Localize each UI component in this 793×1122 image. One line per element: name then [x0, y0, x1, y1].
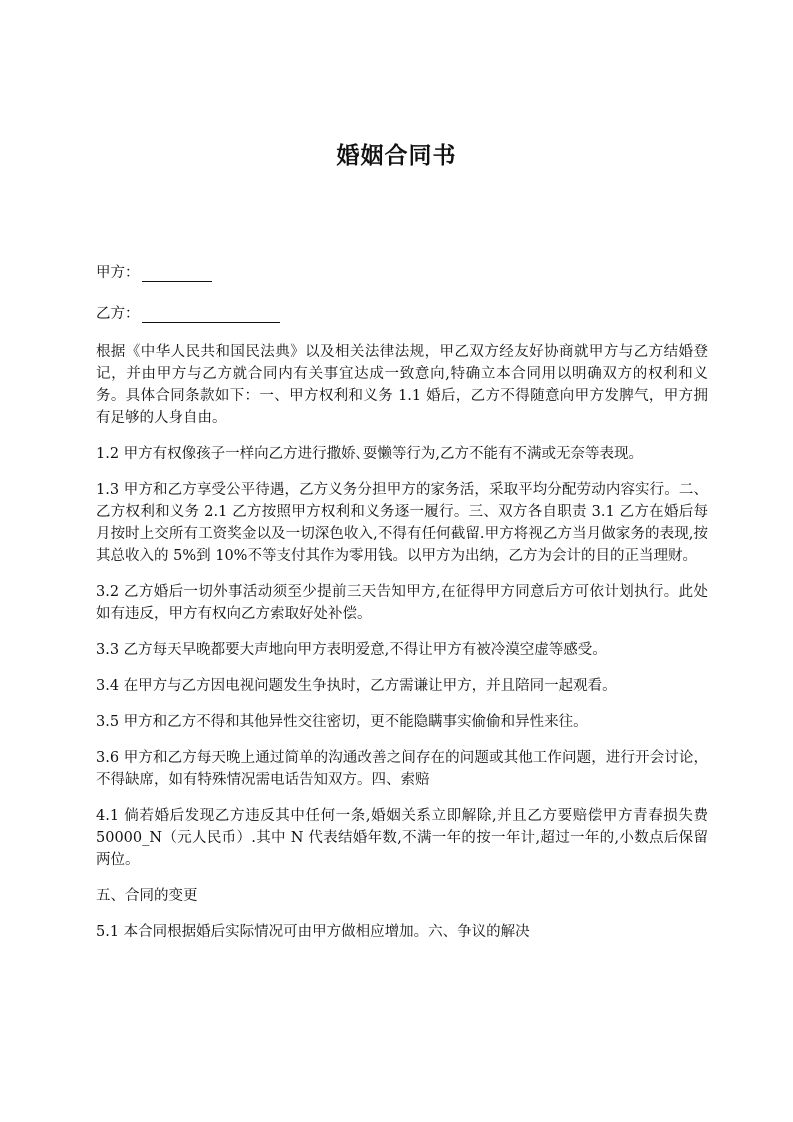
party-b-label: 乙方：	[96, 306, 140, 322]
party-b-blank-line	[142, 308, 280, 323]
paragraph: 1.3 甲方和乙方享受公平待遇，乙方义务分担甲方的家务活，采取平均分配劳动内容实行。二、乙方权利和义务 2.1 乙方按照甲方权利和义务逐一履行。三、双方各自职责 3.1 乙方在婚后每月按时上交所有工资奖金以及一切深色收入,不得有任何截留.甲方将视乙方当月做家务的表现,按其总收入的 5%到 10%不等支付其作为零用钱。以甲方为出纳，乙方为会计的目的正当理财。	[96, 482, 708, 564]
contract-body	[96, 341, 708, 957]
document-title: 婚姻合同书	[336, 143, 457, 169]
party-a-label: 甲方：	[96, 265, 140, 281]
paragraph: 1.2 甲方有权像孩子一样向乙方进行撒娇､耍懒等行为,乙方不能有不满或无奈等表现。	[96, 446, 644, 462]
section-heading: 五、合同的变更	[96, 888, 198, 904]
paragraph: 4.1 倘若婚后发现乙方违反其中任何一条,婚姻关系立即解除,并且乙方要赔偿甲方青春损失费 50000_N（元人民币）.其中 N 代表结婚年数,不满一年的按一年计,超过一年的,小数点后保留两位。	[96, 808, 708, 868]
paragraph: 3.6 甲方和乙方每天晚上通过简单的沟通改善之间存在的问题或其他工作问题，进行开会讨论，不得缺席，如有特殊情况需电话告知双方。四、索赔	[96, 750, 708, 788]
party-a-field	[96, 262, 212, 282]
paragraph: 根据《中华人民共和国民法典》以及相关法律法规，甲乙双方经友好协商就甲方与乙方结婚登记，并由甲方与乙方就合同内有关事宜达成一致意向,特确立本合同用以明确双方的权利和义务。具体合同条款如下：一、甲方权利和义务 1.1 婚后，乙方不得随意向甲方发脾气，甲方拥有足够的人身自由。	[96, 344, 708, 426]
paragraph: 5.1 本合同根据婚后实际情况可由甲方做相应增加。六、争议的解决	[96, 924, 530, 940]
paragraph: 3.2 乙方婚后一切外事活动须至少提前三天告知甲方,在征得甲方同意后方可依计划执行。此处如有违反，甲方有权向乙方索取好处补偿。	[96, 584, 708, 622]
party-b-field	[96, 303, 280, 323]
paragraph: 3.3 乙方每天早晚都要大声地向甲方表明爱意,不得让甲方有被冷漠空虚等感受。	[96, 642, 607, 658]
paragraph: 3.5 甲方和乙方不得和其他异性交往密切，更不能隐瞒事实偷偷和异性来往。	[96, 714, 588, 730]
paragraph: 3.4 在甲方与乙方因电视问题发生争执时，乙方需谦让甲方，并且陪同一起观看。	[96, 678, 617, 694]
party-a-blank-line	[142, 267, 212, 282]
